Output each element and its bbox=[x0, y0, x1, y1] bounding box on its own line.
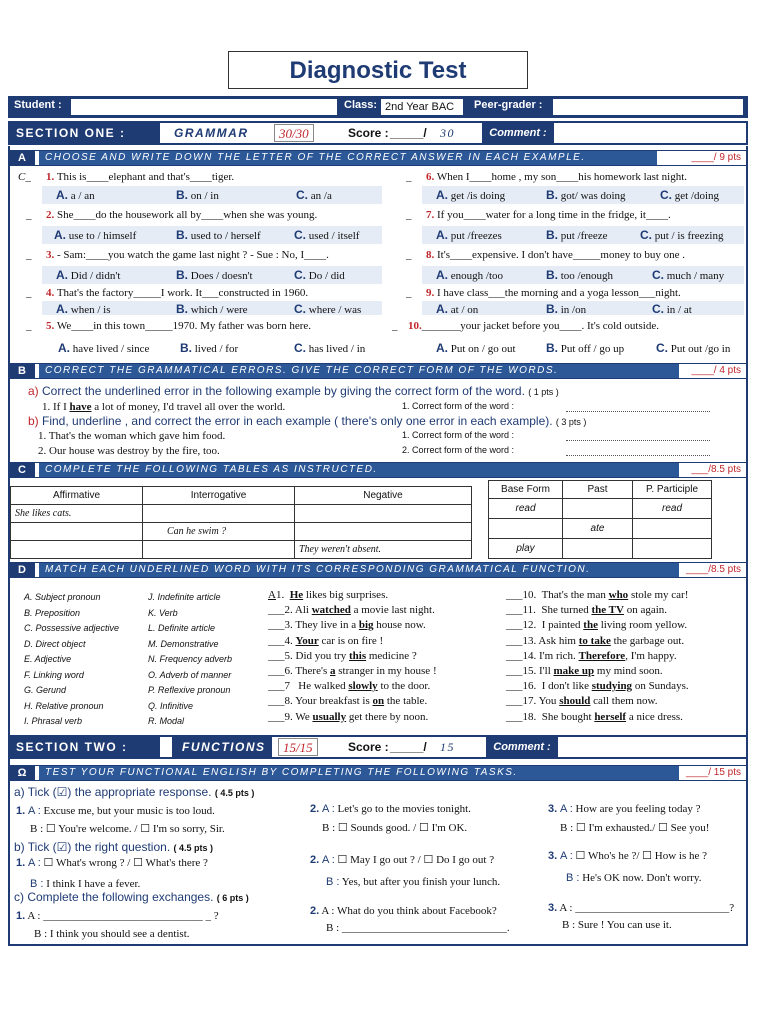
part-omega-letter: Ω bbox=[9, 766, 35, 780]
cell-participle-3[interactable] bbox=[633, 539, 712, 559]
q2-option-b[interactable]: B. used to / herself bbox=[176, 228, 261, 242]
match-item[interactable]: ___18. She bought herself a nice dress. bbox=[506, 710, 683, 723]
task-a2: 2. A : Let's go to the movies tonight. bbox=[310, 803, 471, 815]
q1-option-c[interactable]: C. an /a bbox=[296, 188, 332, 202]
task-b1[interactable]: 1. A : ☐ What's wrong ? / ☐ What's there ? bbox=[16, 857, 208, 869]
bottom-border bbox=[8, 944, 748, 946]
class-label: Class: bbox=[344, 99, 378, 111]
section-two-bar bbox=[8, 735, 748, 759]
q3-option-a[interactable]: A. Did / didn't bbox=[56, 268, 121, 282]
task-c1[interactable]: 1. A : _____________________________ _ ? bbox=[16, 910, 219, 922]
part-b-q3: 2. Our house was destroy by the fire, too. bbox=[38, 445, 220, 457]
score-blank-2[interactable]: _____/ bbox=[390, 740, 427, 754]
cell-negative-3: They weren't absent. bbox=[295, 541, 472, 559]
part-d-points: ____/8.5 pts bbox=[685, 564, 741, 575]
left-border bbox=[8, 146, 10, 946]
question-1: 1. This is____elephant and that's____tiger. bbox=[46, 171, 235, 183]
section-two-score: 15/15 bbox=[278, 738, 318, 756]
part-d-letter: D bbox=[9, 563, 35, 577]
functions-list-right: J. Indefinite article K. Verb L. Definite article M. Demonstrative N. Frequency adverb O. Adverb of manner P. Reflexive pronoun Q. Infinitive R. Modal bbox=[148, 592, 233, 726]
q6-option-a[interactable]: A. get /is doing bbox=[436, 188, 506, 202]
question-9: 9. I have class___the morning and a yoga lesson___night. bbox=[426, 287, 681, 299]
header-affirmative: Affirmative bbox=[11, 487, 143, 505]
match-item[interactable]: ___13. Ask him to take the garbage out. bbox=[506, 634, 685, 647]
part-d-header bbox=[8, 562, 748, 578]
task-b3-b: B : He's OK now. Don't worry. bbox=[566, 872, 702, 884]
task-b2[interactable]: 2. A : ☐ May I go out ? / ☐ Do I go out ? bbox=[310, 854, 495, 866]
comment-label-2: Comment : bbox=[486, 737, 558, 757]
header-interrogative: Interrogative bbox=[143, 487, 295, 505]
part-a-points: ____/ 9 pts bbox=[691, 152, 741, 163]
q4-option-c[interactable]: C. where / was bbox=[294, 302, 362, 316]
cell-interrogative-3[interactable] bbox=[143, 541, 295, 559]
q7-option-b[interactable]: B. put /freeze bbox=[546, 228, 608, 242]
cell-past-1[interactable] bbox=[563, 499, 633, 519]
task-c1-b: B : I think you should see a dentist. bbox=[34, 928, 190, 940]
q7-option-c[interactable]: C. put / is freezing bbox=[640, 228, 724, 242]
cell-participle-1: read bbox=[633, 499, 712, 519]
part-b-points: ____/ 4 pts bbox=[691, 365, 741, 376]
part-b-letter: B bbox=[9, 364, 35, 378]
cell-affirmative-2[interactable] bbox=[11, 523, 143, 541]
match-item[interactable]: ___16. I don't like studying on Sundays. bbox=[506, 680, 689, 693]
part-b-a-instruction: a) Correct the underlined error in the following example by giving the correct form of the word. ( 1 pts ) bbox=[28, 384, 559, 398]
match-item[interactable]: ___7 He walked slowly to the door. bbox=[268, 680, 431, 693]
part-b-b-instruction: b) Find, underline , and correct the error in each example ( there's only one error in each example). ( 3 pts ) bbox=[28, 414, 587, 428]
student-label: Student : bbox=[14, 99, 62, 111]
match-items-left bbox=[268, 588, 437, 725]
match-item[interactable]: ___2. Ali watched a movie last night. bbox=[268, 604, 435, 617]
class-field[interactable]: 2nd Year BAC bbox=[380, 98, 464, 116]
task-c-instruction: c) Complete the following exchanges. ( 6 pts ) bbox=[14, 890, 249, 904]
part-d-instruction: MATCH EACH UNDERLINED WORD WITH ITS CORRESPONDING GRAMMATICAL FUNCTION. bbox=[39, 563, 679, 577]
section-one-bar bbox=[8, 121, 748, 145]
q9-option-b[interactable]: B. in /on bbox=[546, 302, 587, 316]
answer-blank-1[interactable]: C_ bbox=[18, 171, 31, 183]
comment-label: Comment : bbox=[482, 123, 554, 143]
correct-form-field-2[interactable] bbox=[566, 440, 710, 441]
section-two-name: FUNCTIONS bbox=[172, 737, 272, 757]
title-box bbox=[228, 51, 528, 89]
question-7: 7. If you____water for a long time in the fridge, it____. bbox=[426, 209, 671, 221]
q8-option-c[interactable]: C. much / many bbox=[652, 268, 725, 282]
q4-option-a[interactable]: A. when / is bbox=[56, 302, 111, 316]
q9-option-a[interactable]: A. at / on bbox=[436, 302, 479, 316]
score-blank[interactable]: _____/ bbox=[390, 126, 427, 140]
match-item[interactable]: ___15. I'll make up my mind soon. bbox=[506, 665, 663, 678]
correct-form-label-2: 1. Correct form of the word : bbox=[402, 430, 515, 440]
q4-option-b[interactable]: B. which / were bbox=[176, 302, 248, 316]
question-10: 10._______your jacket before you____. It's cold outside. bbox=[408, 320, 659, 332]
task-a3-b[interactable]: B : ☐ I'm exhausted./ ☐ See you! bbox=[560, 822, 710, 834]
cell-interrogative-2: Can he swim ? bbox=[143, 523, 295, 541]
score-total: 30 bbox=[440, 126, 455, 140]
answer-blank-9[interactable]: _ bbox=[406, 287, 412, 299]
peer-grader-label: Peer-grader : bbox=[474, 99, 543, 111]
answer-blank-2[interactable]: _ bbox=[26, 209, 32, 221]
q5-option-c[interactable]: C. has lived / in bbox=[294, 341, 366, 355]
correct-form-field-1[interactable] bbox=[566, 411, 710, 412]
task-c2-b[interactable]: B : ______________________________. bbox=[326, 922, 510, 934]
question-4: 4. That's the factory_____I work. It___constructed in 1960. bbox=[46, 287, 309, 299]
q10-option-c[interactable]: C. Put out /go in bbox=[656, 341, 731, 355]
q1-option-a[interactable]: A. a / an bbox=[56, 188, 95, 202]
match-item[interactable]: A1. He likes big surprises. bbox=[268, 589, 389, 601]
cell-negative-1[interactable] bbox=[295, 505, 472, 523]
cell-participle-2[interactable] bbox=[633, 519, 712, 539]
match-item[interactable]: ___10. That's the man who stole my car! bbox=[506, 589, 689, 601]
match-item[interactable]: ___4. Your car is on fire ! bbox=[268, 634, 384, 647]
match-item[interactable]: ___14. I'm rich. Therefore, I'm happy. bbox=[506, 649, 677, 662]
question-2: 2. She____do the housework all by____when she was young. bbox=[46, 209, 318, 221]
right-border bbox=[746, 146, 748, 946]
header-past-participle: P. Participle bbox=[633, 481, 712, 499]
cell-base-1: read bbox=[489, 499, 563, 519]
page-title: Diagnostic Test bbox=[289, 57, 467, 84]
q7-option-a[interactable]: A. put /freezes bbox=[436, 228, 502, 242]
cell-past-2: ate bbox=[563, 519, 633, 539]
q5-option-a[interactable]: A. have lived / since bbox=[58, 341, 150, 355]
functions-list-left: A. Subject pronoun B. Preposition C. Possessive adjective D. Direct object E. Adjective F. Linking word G. Gerund H. Relative pronoun I. Phrasal verb bbox=[24, 592, 120, 726]
part-omega-points: ____/ 15 pts bbox=[685, 767, 741, 778]
match-item[interactable]: ___12. I painted the living room yellow. bbox=[506, 619, 688, 632]
cell-negative-2[interactable] bbox=[295, 523, 472, 541]
cell-past-3[interactable] bbox=[563, 539, 633, 559]
part-b-header bbox=[8, 363, 748, 379]
header-past: Past bbox=[563, 481, 633, 499]
part-a-letter: A bbox=[9, 151, 35, 165]
irregular-verbs-table bbox=[488, 480, 712, 559]
cell-base-2[interactable] bbox=[489, 519, 563, 539]
header-base-form: Base Form bbox=[489, 481, 563, 499]
q6-option-b[interactable]: B. got/ was doing bbox=[546, 188, 626, 202]
q3-option-c[interactable]: C. Do / did bbox=[294, 268, 345, 282]
task-c3-b: B : Sure ! You can use it. bbox=[562, 919, 672, 931]
match-item[interactable]: ___9. We usually get there by noon. bbox=[268, 710, 429, 723]
question-6: 6. When I____home , my son____his homework last night. bbox=[426, 171, 688, 183]
part-c-instruction: COMPLETE THE FOLLOWING TABLES AS INSTRUCTED. bbox=[39, 463, 679, 477]
peer-grader-field[interactable] bbox=[552, 98, 744, 116]
match-item[interactable]: ___5. Did you try this medicine ? bbox=[268, 649, 417, 662]
task-c2: 2. A : What do you think about Facebook? bbox=[310, 905, 497, 917]
part-c-header bbox=[8, 462, 748, 478]
question-3: 3. - Sam:____you watch the game last night ? - Sue : No, I____. bbox=[46, 249, 329, 261]
task-b3[interactable]: 3. A : ☐ Who's he ?/ ☐ How is he ? bbox=[548, 850, 708, 862]
part-omega-instruction: TEST YOUR FUNCTIONAL ENGLISH BY COMPLETING THE FOLLOWING TASKS. bbox=[39, 766, 679, 780]
correct-form-label-3: 2. Correct form of the word : bbox=[402, 445, 515, 455]
answer-blank-8[interactable]: _ bbox=[406, 249, 412, 261]
task-a3: 3. A : How are you feeling today ? bbox=[548, 803, 701, 815]
match-item[interactable]: ___11. She turned the TV on again. bbox=[506, 604, 668, 617]
part-a-instruction: CHOOSE AND WRITE DOWN THE LETTER OF THE CORRECT ANSWER IN EACH EXAMPLE. bbox=[39, 151, 657, 165]
task-b2-b: B : Yes, but after you finish your lunch. bbox=[326, 876, 501, 888]
q1-option-b[interactable]: B. on / in bbox=[176, 188, 219, 202]
question-5: 5. We____in this town_____1970. My father was born here. bbox=[46, 320, 312, 332]
task-a-instruction: a) Tick (☑) the appropriate response. ( 4.5 pts ) bbox=[14, 785, 255, 799]
q5-option-b[interactable]: B. lived / for bbox=[180, 341, 239, 355]
answer-blank-7[interactable]: _ bbox=[406, 209, 412, 221]
header-negative: Negative bbox=[295, 487, 472, 505]
part-b-instruction: CORRECT THE GRAMMATICAL ERRORS. GIVE THE CORRECT FORM OF THE WORDS. bbox=[39, 364, 679, 378]
section-one-name: GRAMMAR bbox=[174, 126, 249, 140]
task-c3[interactable]: 3. A : ____________________________? bbox=[548, 902, 735, 914]
question-8: 8. It's____expensive. I don't have_____money to buy one . bbox=[426, 249, 686, 261]
task-b1-b: B : I think I have a fever. bbox=[30, 878, 141, 890]
task-a1-b[interactable]: B : ☐ You're welcome. / ☐ I'm so sorry, Sir. bbox=[30, 823, 225, 835]
answer-blank-3[interactable]: _ bbox=[26, 249, 32, 261]
section-one-label: SECTION ONE : bbox=[10, 123, 160, 143]
match-item[interactable]: ___17. You should call them now. bbox=[506, 695, 658, 708]
q2-option-c[interactable]: C. used / itself bbox=[294, 228, 360, 242]
section-two-label: SECTION TWO : bbox=[10, 737, 160, 757]
part-c-letter: C bbox=[9, 463, 35, 477]
q10-option-a[interactable]: A. Put on / go out bbox=[436, 341, 516, 355]
part-b-q1: 1. If I have a lot of money, I'd travel all over the world. bbox=[42, 401, 286, 413]
match-item[interactable]: ___6. There's a stranger in my house ! bbox=[268, 665, 437, 678]
q2-option-a[interactable]: A. use to / himself bbox=[54, 228, 137, 242]
match-item[interactable]: ___3. They live in a big house now. bbox=[268, 619, 426, 632]
student-info-bar bbox=[8, 96, 748, 118]
answer-blank-4[interactable]: _ bbox=[26, 287, 32, 299]
score-label-2: Score : bbox=[348, 740, 389, 754]
q10-option-b[interactable]: B. Put off / go up bbox=[546, 341, 625, 355]
cell-interrogative-1[interactable] bbox=[143, 505, 295, 523]
task-a1: 1. A : Excuse me, but your music is too loud. bbox=[16, 805, 215, 817]
section-one-score: 30/30 bbox=[274, 124, 314, 142]
score-label: Score : bbox=[348, 126, 389, 140]
part-c-points: ___/8.5 pts bbox=[691, 464, 741, 475]
cell-affirmative-1: She likes cats. bbox=[11, 505, 143, 523]
answer-blank-10[interactable]: _ bbox=[392, 320, 398, 332]
correct-form-label-1: 1. Correct form of the word : bbox=[402, 401, 515, 411]
correct-form-field-3[interactable] bbox=[566, 455, 710, 456]
task-b-instruction: b) Tick (☑) the right question. ( 4.5 pts ) bbox=[14, 840, 214, 854]
task-a2-b[interactable]: B : ☐ Sounds good. / ☐ I'm OK. bbox=[322, 822, 468, 834]
match-items-right bbox=[506, 588, 689, 725]
part-a-header bbox=[8, 150, 748, 166]
part-b-q2: 1. That's the woman which gave him food. bbox=[38, 430, 226, 442]
match-item[interactable]: ___8. Your breakfast is on the table. bbox=[268, 695, 428, 708]
answer-blank-6[interactable]: _ bbox=[406, 171, 412, 183]
student-field[interactable] bbox=[70, 98, 338, 116]
q8-option-b[interactable]: B. too /enough bbox=[546, 268, 613, 282]
score-total-2: 15 bbox=[440, 740, 455, 754]
q3-option-b[interactable]: B. Does / doesn't bbox=[176, 268, 253, 282]
part-omega-header bbox=[8, 765, 748, 781]
cell-base-3: play bbox=[489, 539, 563, 559]
verb-form-table bbox=[10, 486, 472, 559]
cell-affirmative-3[interactable] bbox=[11, 541, 143, 559]
q6-option-c[interactable]: C. get /doing bbox=[660, 188, 720, 202]
answer-blank-5[interactable]: _ bbox=[26, 320, 32, 332]
q8-option-a[interactable]: A. enough /too bbox=[436, 268, 503, 282]
q9-option-c[interactable]: C. in / at bbox=[652, 302, 692, 316]
